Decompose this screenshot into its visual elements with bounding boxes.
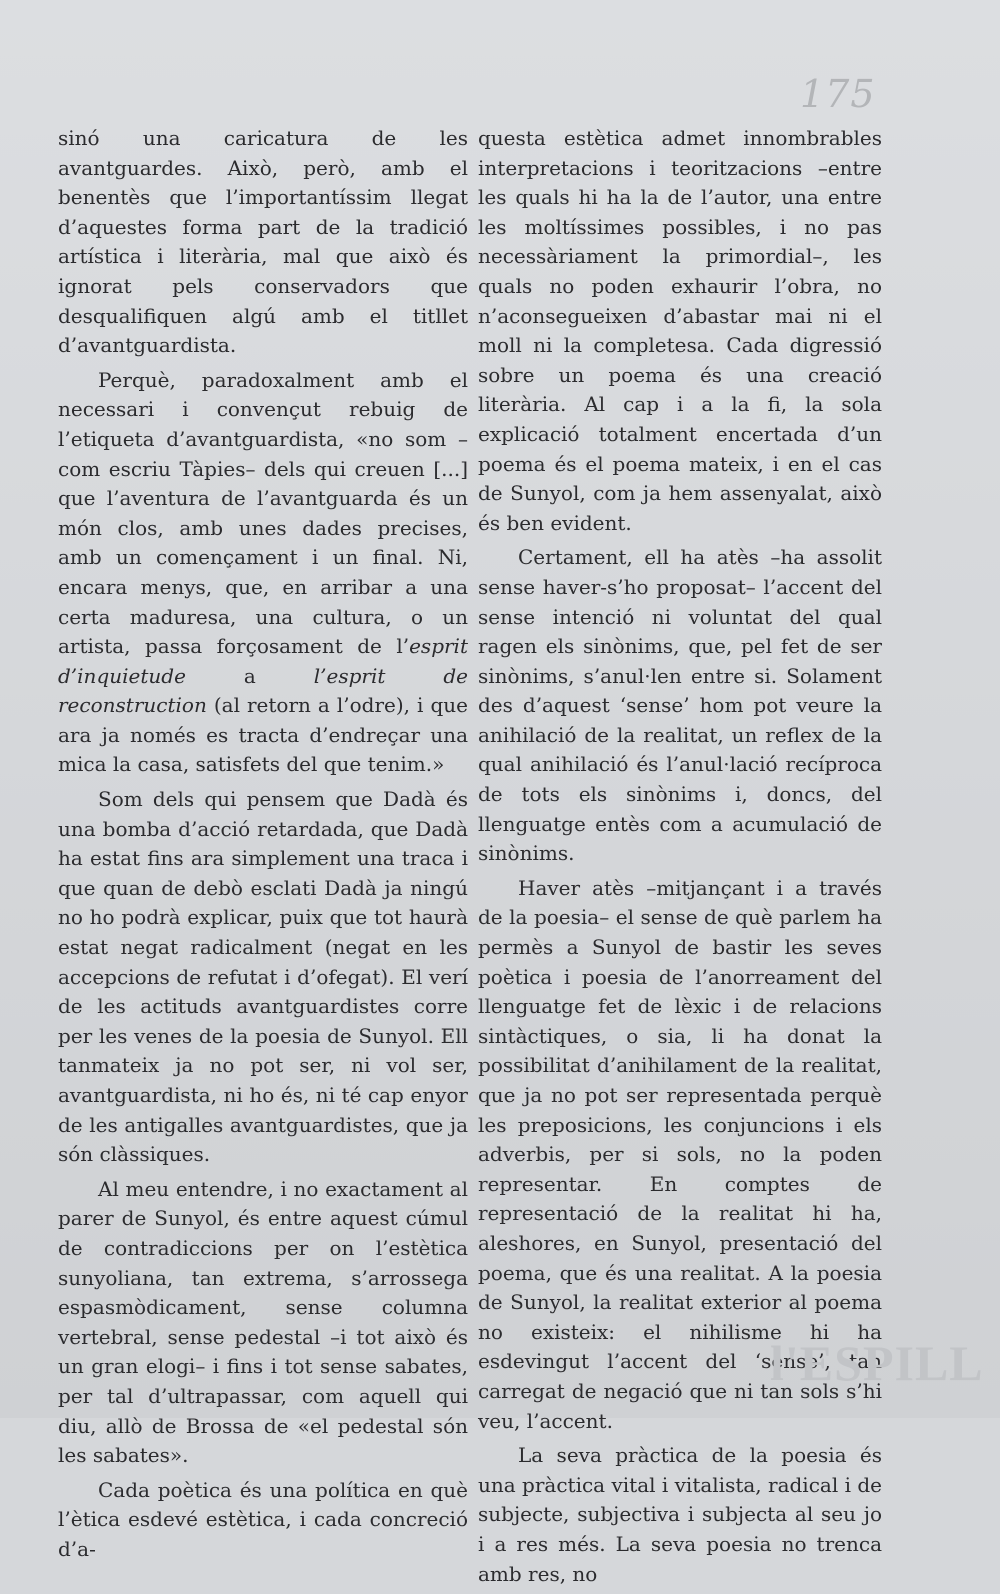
left-column [58, 124, 468, 1570]
paragraph-text: Perquè, paradoxalment amb el necessari i convençut rebuig de l’etiqueta d’avantguardista, «no som –com escriu Tàpies– dels qui creuen [...] que l’aventura de l’avantguarda és un món clos, amb unes dades precises, amb un començament i un final. Ni, encara menys, que, en arribar a una certa maduresa, una cultura, o un artista, passa forçosament de l’ [58, 367, 468, 659]
paragraph-text: (al retorn a l’odre), i que ara ja només es tracta d’endreçar una mica la casa, satisfets del que tenim.» [58, 693, 468, 777]
paragraph: Haver atès –mitjançant i a través de la poesia– el sense de què parlem ha permès a Sunyol de bastir les seves poètica i poesia de l’anorreament del llenguatge fet de lèxic i de relacions sintàctiques, o sia, li ha donat la possibilitat d’anihilament de la realitat, que ja no pot ser representada perquè les preposicions, les conjuncions i els adverbis, per si sols, no la poden representar. En comptes de representació de la realitat hi ha, aleshores, en Sunyol, presentació del poema, que és una realitat. A la poesia de Sunyol, la realitat exterior al poema no existeix: el nihilisme hi ha esdevingut l’accent del ‘sense’, tan carregat de negació que ni tan sols s’hi veu, l’accent. [478, 875, 882, 1433]
paragraph-with-italics [58, 366, 468, 780]
paragraph: Certament, ell ha atès –ha assolit sense haver-s’ho proposat– l’accent del sense intenció ni voluntat del qual ragen els sinònims, que, pel fet de ser sinònims, s’anul·len entre si. Solament des d’aquest ‘sense’ hom pot veure la anihilació de la realitat, un reflex de la qual anihilació és l’anul·lació recíproca de tots els sinònims i, doncs, del llenguatge entès com a acumulació de sinònims. [478, 545, 882, 866]
paragraph-text: a [185, 663, 314, 688]
paragraph: Som dels qui pensem que Dadà és una bomba d’acció retardada, que Dadà ha estat fins ara simplement una traca i que quan de debò esclati Dadà ja ningú no ho podrà explicar, puix que tot haurà estat negat radicalment (negat en les accepcions de refutat i d’ofegat). El verí de les actituds avantguardistes corre per les venes de la poesia de Sunyol. Ell tanmateix ja no pot ser, ni vol ser, avantguardista, ni ho és, ni té cap enyor de les antigalles avantguardistes, que ja són clàssiques. [58, 787, 468, 1167]
paragraph: questa estètica admet innombrables interpretacions i teoritzacions –entre les quals hi ha la de l’autor, una entre les moltíssimes possibles, i no pas necessàriament la primordial–, les quals no poden exhaurir l’obra, no n’aconsegueixen d’abastar mai ni el moll ni la completesa. Cada digressió sobre un poema és una creació literària. Al cap i a la fi, la sola explicació totalment encertada d’un poema és el poema mateix, i en el cas de Sunyol, com ja hem assenyalat, això és ben evident. [478, 126, 882, 535]
paragraph: sinó una caricatura de les avantguardes. Això, però, amb el benentès que l’importantíssim llegat d’aquestes forma part de la tradició artística i literària, mal que això és ignorat pels conservadors que desqualifiquen algú amb el titllet d’avantguardista. [58, 126, 468, 358]
page-number: 175 [800, 72, 876, 116]
paragraph: Al meu entendre, i no exactament al parer de Sunyol, és entre aquest cúmul de contradiccions per on l’estètica sunyoliana, tan extrema, s’arrossega espasmòdicament, sense columna vertebral, sense pedestal –i tot això és un gran elogi– i fins i tot sense sabates, per tal d’ultrapassar, com aquell qui diu, allò de Brossa de «el pedestal són les sabates». [58, 1176, 468, 1468]
paragraph: La seva pràctica de la poesia és una pràctica vital i vitalista, radical i de subjecte, subjectiva i subjecta al seu jo i a res més. La seva poesia no trenca amb res, no [478, 1443, 882, 1586]
magazine-logo: l'ESPILL [770, 1335, 984, 1391]
italic-phrase: l’esprit de reconstruction [58, 663, 468, 718]
paragraph: Cada poètica és una política en què l’ètica esdevé estètica, i cada concreció d’a- [58, 1477, 468, 1561]
italic-phrase: esprit d’inquietude [58, 634, 468, 688]
